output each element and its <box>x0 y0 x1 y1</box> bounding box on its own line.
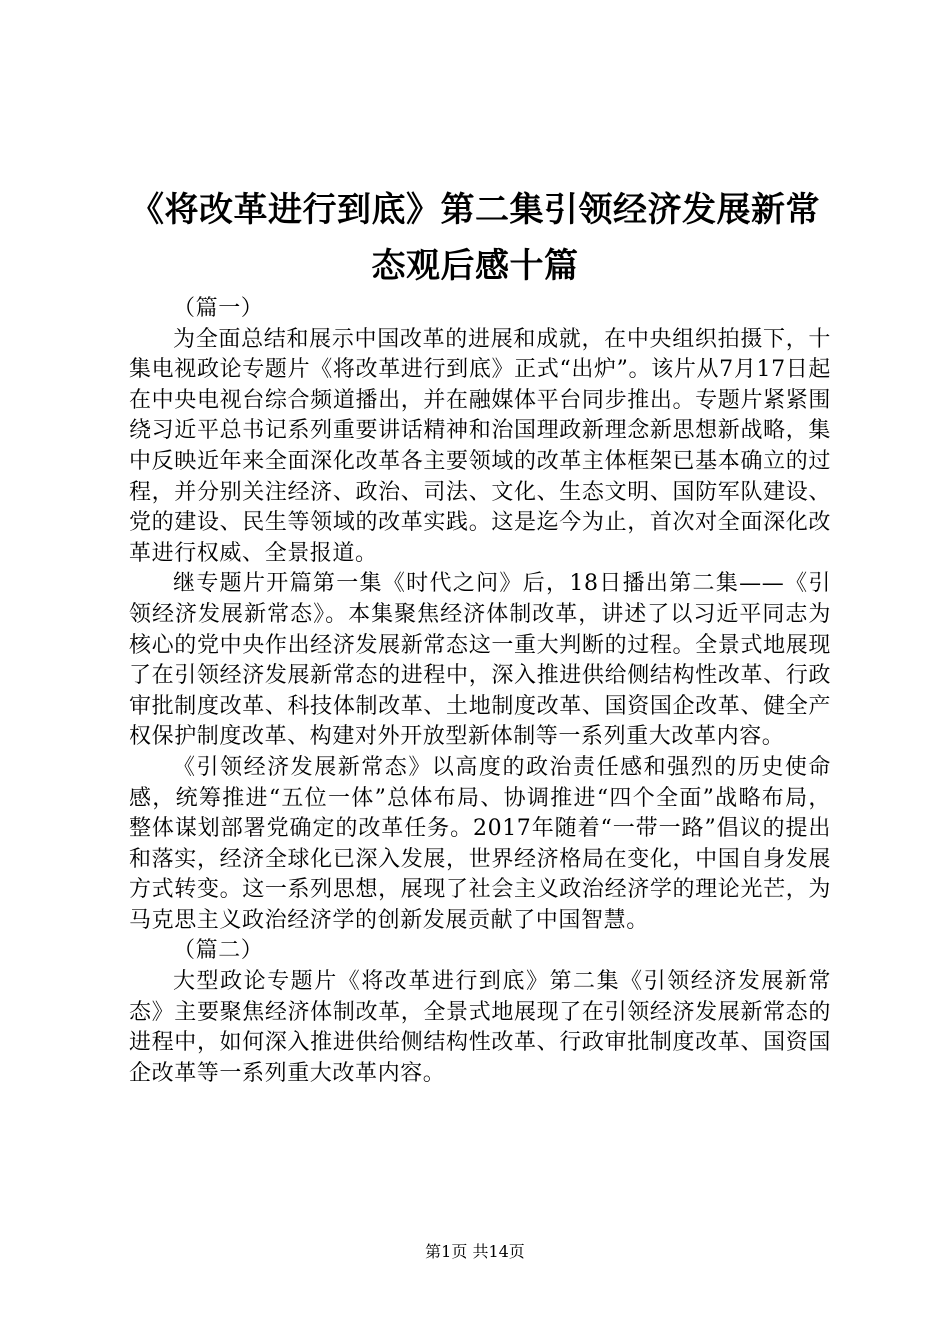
document-title-line-2: 态观后感十篇 <box>371 246 579 286</box>
paragraph: 继专题片开篇第一集《时代之问》后，18日播出第二集——《引领经济发展新常态》。本集聚焦经济体制改革，讲述了以习近平同志为核心的党中央作出经济发展新常态这一重大判断的过程。全景式地展现了在引领经济发展新常态的进程中，深入推进供给侧结构性改革、行政审批制度改革、科技体制改革、土地制度改革、国资国企改革、健全产权保护制度改革、构建对外开放型新体制等一系列重大改革内容。 <box>129 571 831 750</box>
page-number-footer: 第1页 共14页 <box>425 1242 525 1261</box>
document-body <box>129 294 831 1089</box>
paragraph: 大型政论专题片《将改革进行到底》第二集《引领经济发展新常态》主要聚焦经济体制改革，全景式地展现了在引领经济发展新常态的进程中，如何深入推进供给侧结构性改革、行政审批制度改革、国资国企改革等一系列重大改革内容。 <box>129 969 831 1086</box>
paragraph: 《引领经济发展新常态》以高度的政治责任感和强烈的历史使命感，统筹推进“五位一体”总体布局、协调推进“四个全面”战略布局，整体谋划部署党确定的改革任务。2017年随着“一带一路”倡议的提出和落实，经济全球化已深入发展，世界经济格局在变化，中国自身发展方式转变。这一系列思想，展现了社会主义政治经济学的理论光芒，为马克思主义政治经济学的创新发展贡献了中国智慧。 <box>129 754 831 933</box>
section-heading-2: （篇二） <box>173 938 264 964</box>
paragraph: 为全面总结和展示中国改革的进展和成就，在中央组织拍摄下，十集电视政论专题片《将改革进行到底》正式“出炉”。该片从7月17日起在中央电视台综合频道播出，并在融媒体平台同步推出。专题片紧紧围绕习近平总书记系列重要讲话精神和治国理政新理念新思想新战略，集中反映近年来全面深化改革各主要领域的改革主体框架已基本确立的过程，并分别关注经济、政治、司法、文化、生态文明、国防军队建设、党的建设、民生等领域的改革实践。这是迄今为止，首次对全面深化改革进行权威、全景报道。 <box>129 326 831 566</box>
document-title-line-1: 《将改革进行到底》第二集引领经济发展新常 <box>130 190 820 230</box>
section-heading-1: （篇一） <box>173 296 264 321</box>
